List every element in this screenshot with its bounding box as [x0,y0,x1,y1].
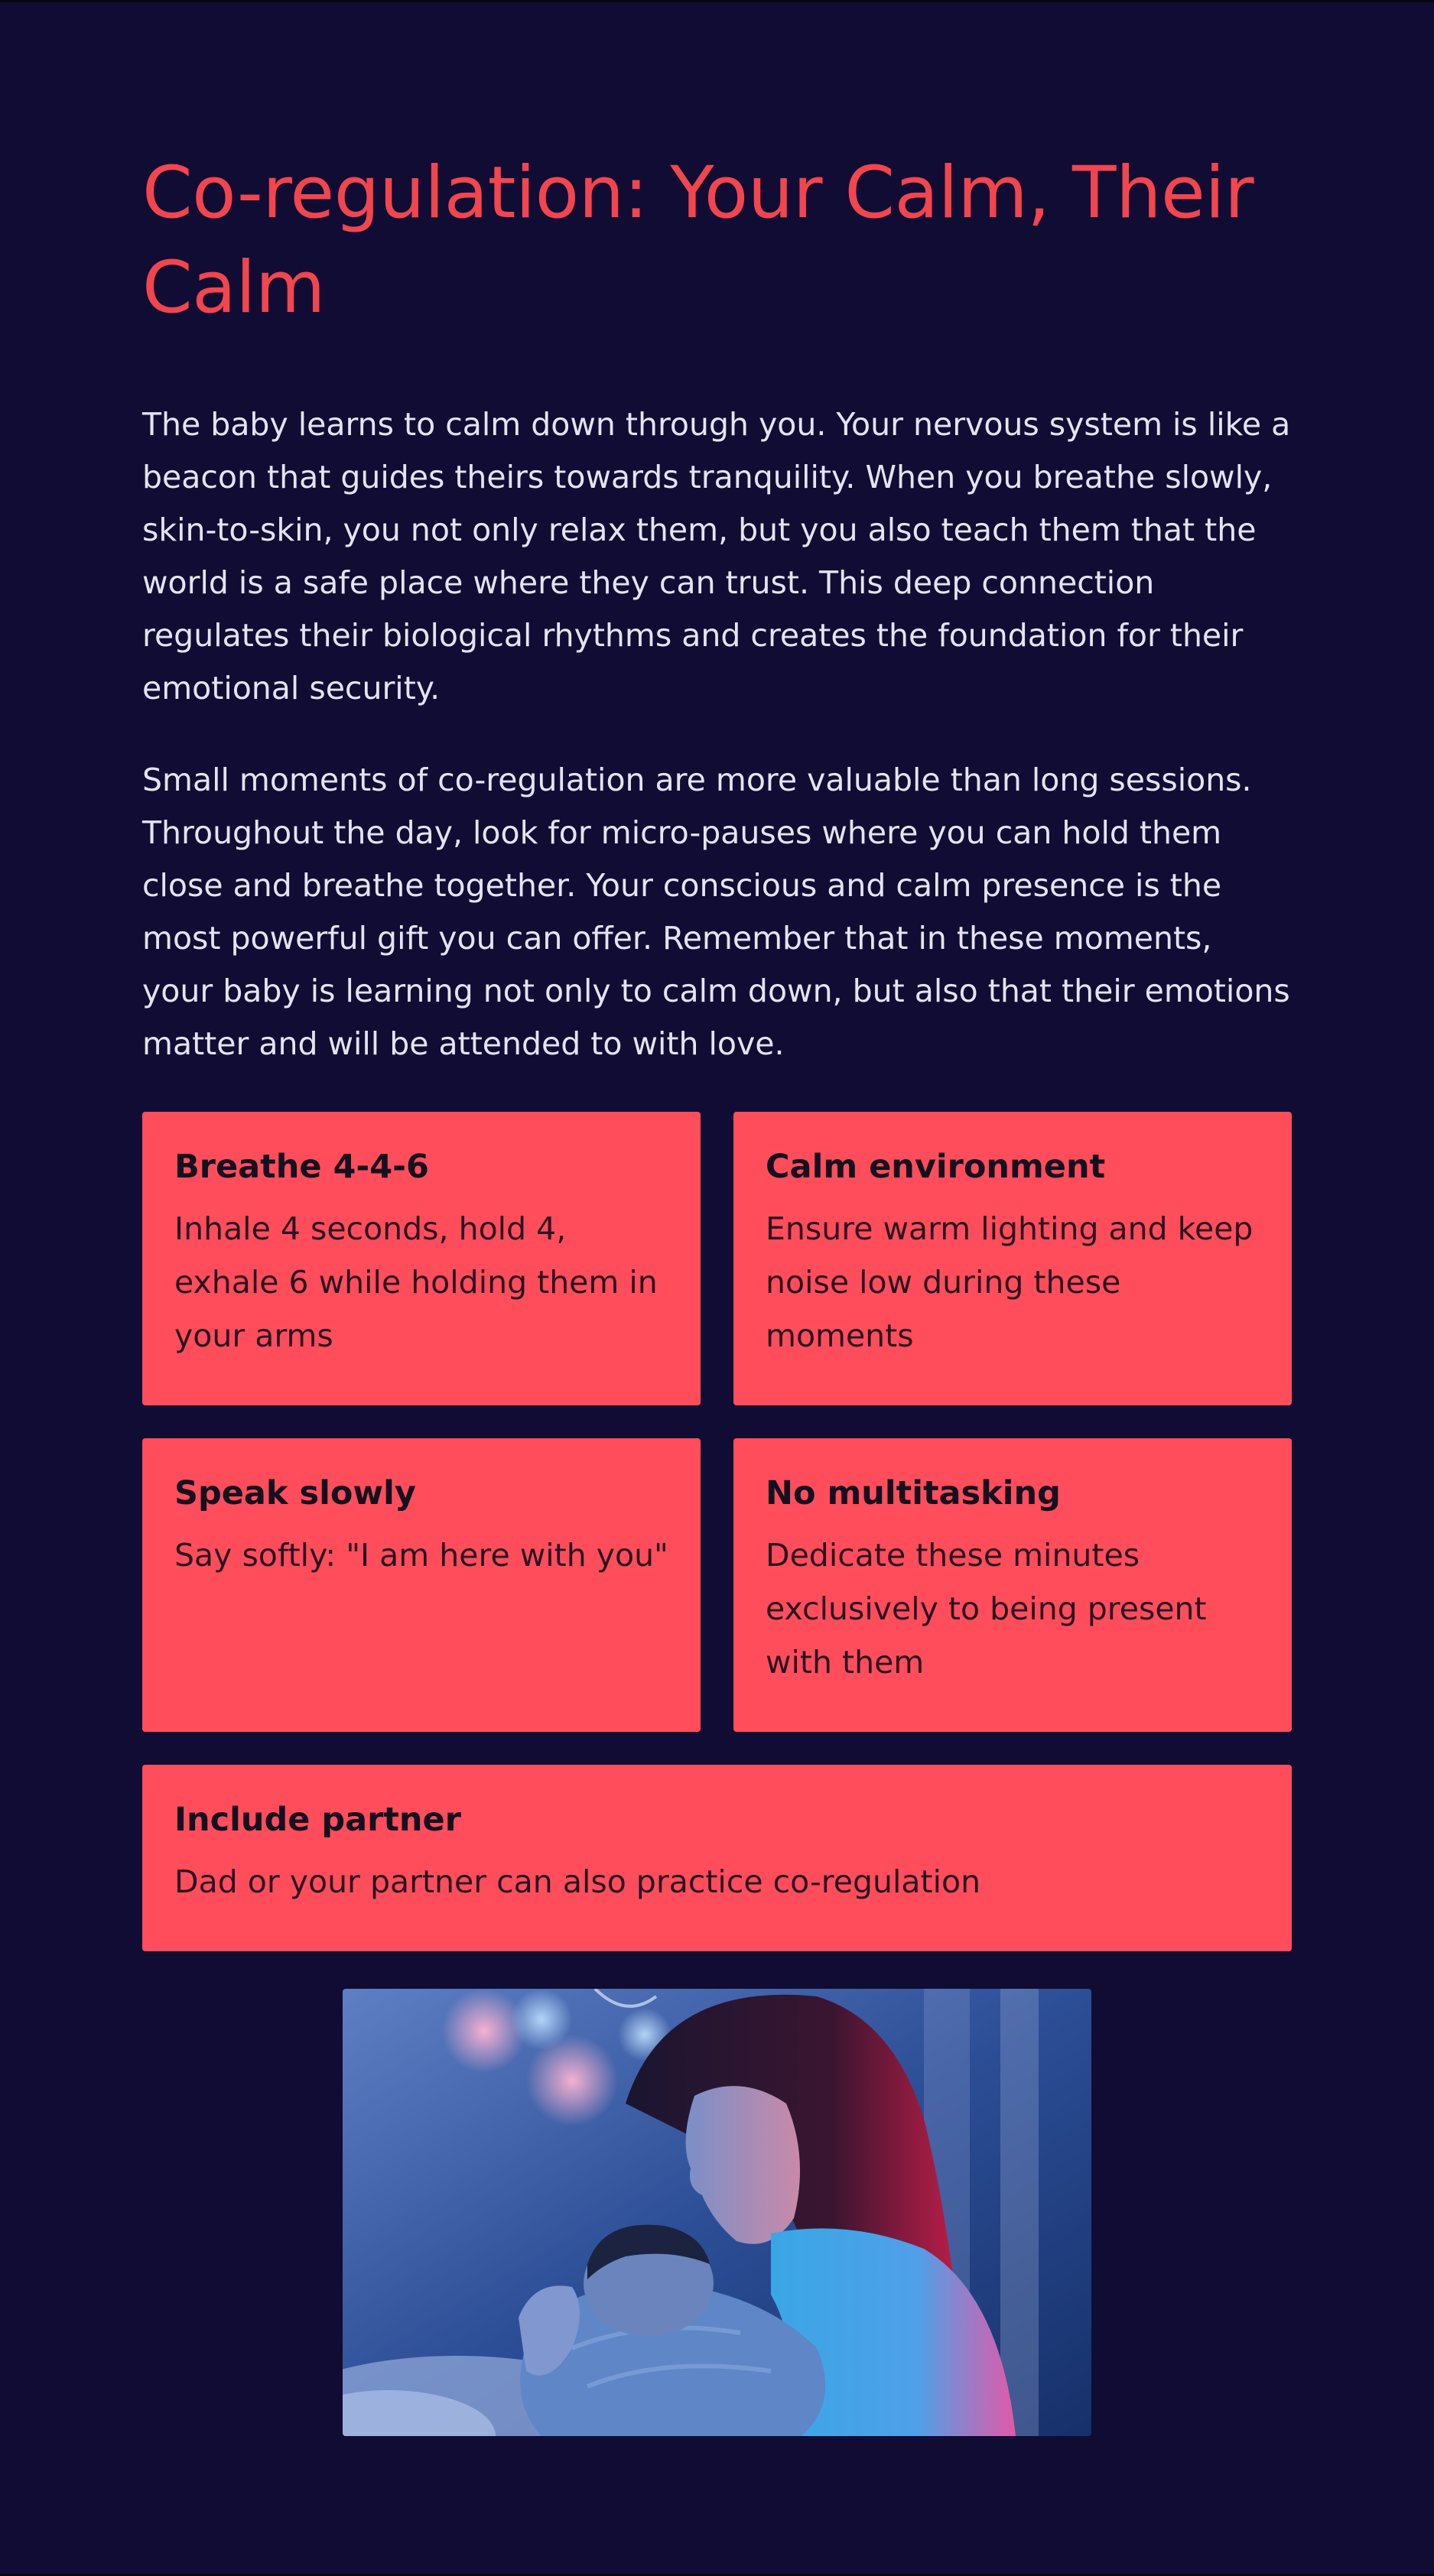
tip-card-partner [142,1765,1292,1951]
body-paragraph: Small moments of co-regulation are more valuable than long sessions. Throughout the day, look for micro-pauses where you can hold them close and breathe together. Your conscious and calm presence is the most powerful gift you can offer. Remember that in these moments, your baby is learning not only to calm down, but also that their emotions matter and will be attended to with love. [142,762,1290,1062]
tip-title: No multitasking [766,1474,1061,1512]
tip-title: Breathe 4-4-6 [174,1148,429,1186]
tip-title: Speak slowly [174,1474,416,1512]
tip-title: Include partner [174,1801,461,1839]
tip-text: Inhale 4 seconds, hold 4, exhale 6 while holding them in your arms [174,1210,658,1354]
tip-text: Say softly: "I am here with you" [174,1537,668,1574]
tip-card-environment [733,1112,1292,1405]
tip-text: Dad or your partner can also practice co-regulation [174,1863,981,1900]
tip-card-multitasking [733,1438,1292,1732]
mother-baby-photo [343,1989,1091,2436]
tip-text: Ensure warm lighting and keep noise low during these moments [766,1210,1254,1354]
tip-card-breathe [142,1112,701,1405]
page-title: Co-regulation: Your Calm, Their Calm [142,151,1254,330]
tip-text: Dedicate these minutes exclusively to being present with them [766,1537,1207,1681]
tip-card-speak [142,1438,701,1732]
tip-title: Calm environment [766,1148,1106,1186]
intro-paragraph: The baby learns to calm down through you. Your nervous system is like a beacon that guides theirs towards tranquility. When you breathe slowly, skin-to-skin, you not only relax them, but you also teach them that the world is a safe place where they can trust. This deep connection regulates their biological rhythms and creates the foundation for their emotional security. [142,406,1291,707]
